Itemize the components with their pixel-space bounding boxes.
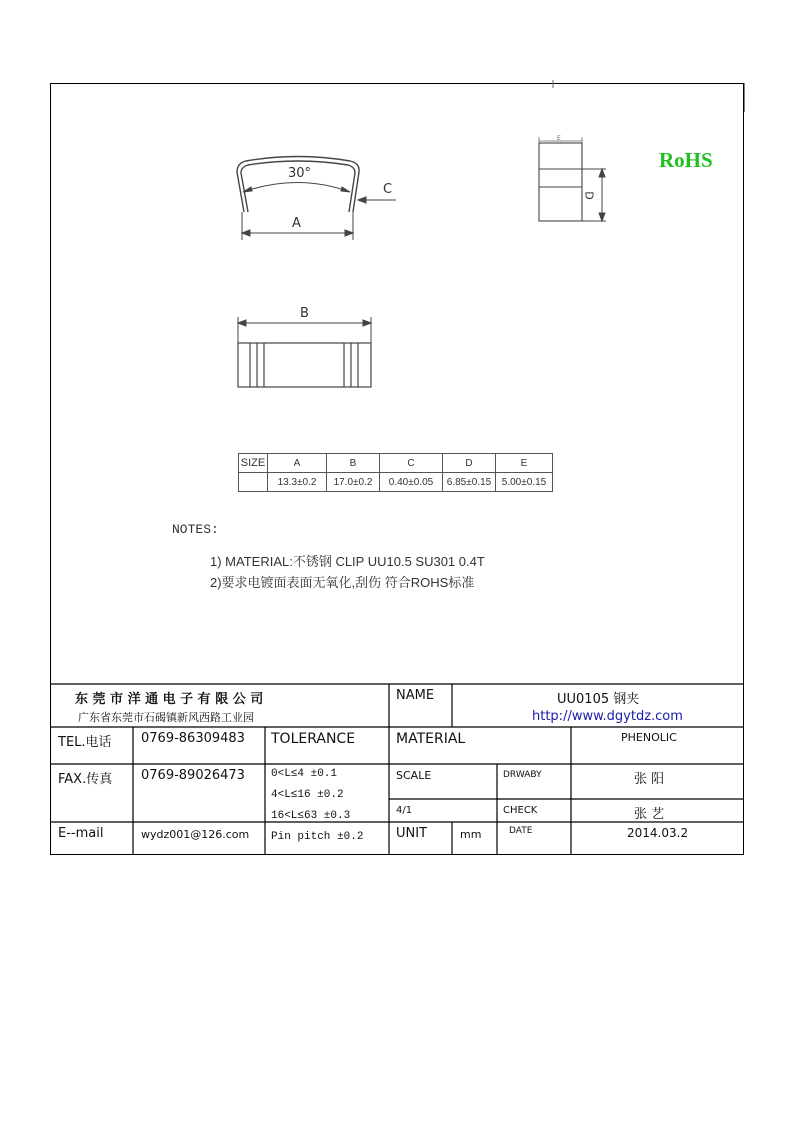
- size-blank: [239, 473, 268, 492]
- size-value-a: 13.3±0.2: [268, 473, 327, 492]
- tolerance-row-3: 16<L≤63 ±0.3: [271, 810, 351, 822]
- size-value-d: 6.85±0.15: [443, 473, 496, 492]
- tel-label: TEL.电话: [58, 735, 112, 750]
- scale-value: 4/1: [396, 805, 413, 816]
- size-value-b: 17.0±0.2: [327, 473, 380, 492]
- company-address: 广东省东莞市石碣镇新风西路工业园: [78, 711, 254, 724]
- tolerance-label: TOLERANCE: [271, 731, 356, 747]
- drawby-label: DRWABY: [503, 770, 542, 780]
- check-value: 张 艺: [634, 807, 665, 822]
- check-label: CHECK: [503, 805, 538, 816]
- dim-c-label: C: [383, 182, 393, 197]
- tolerance-row-2: 4<L≤16 ±0.2: [271, 789, 344, 801]
- size-value-e: 5.00±0.15: [496, 473, 553, 492]
- tolerance-row-4: Pin pitch ±0.2: [271, 831, 364, 843]
- dim-a-label: A: [292, 216, 301, 231]
- note-line-1: 1) MATERIAL:不锈钢 CLIP UU10.5 SU301 0.4T: [210, 554, 485, 569]
- name-value: UU0105 钢夹: [557, 692, 640, 707]
- company-url-link[interactable]: http://www.dgytdz.com: [532, 709, 683, 724]
- unit-label: UNIT: [396, 826, 428, 841]
- unit-value: mm: [460, 828, 482, 841]
- rohs-badge: RoHS: [659, 148, 713, 172]
- date-value: 2014.03.2: [627, 826, 689, 840]
- clip-front-view: [237, 157, 359, 213]
- tel-value: 0769-86309483: [141, 731, 245, 746]
- email-label: E--mail: [58, 826, 104, 841]
- size-label: SIZE: [239, 454, 268, 473]
- table-row: [239, 473, 553, 492]
- date-label: DATE: [509, 826, 533, 836]
- size-header-c: C: [380, 454, 443, 473]
- drawby-value: 张 阳: [634, 772, 665, 787]
- size-header-a: A: [268, 454, 327, 473]
- size-header-b: B: [327, 454, 380, 473]
- table-row: [239, 454, 553, 473]
- material-label: MATERIAL: [396, 731, 466, 747]
- size-table: [238, 453, 553, 492]
- dim-b-label: B: [300, 306, 309, 321]
- angle-arc: [243, 183, 350, 193]
- dim-e-label: E: [557, 135, 561, 142]
- size-header-d: D: [443, 454, 496, 473]
- dim-c-line: [358, 197, 396, 203]
- material-value: PHENOLIC: [621, 731, 677, 744]
- angle-label: 30°: [288, 166, 312, 181]
- dim-d-label: D: [582, 191, 596, 200]
- scale-label: SCALE: [396, 769, 432, 782]
- company-name: 东 莞 市 洋 通 电 子 有 限 公 司: [75, 692, 264, 707]
- clip-top-view: [238, 343, 371, 387]
- fax-value: 0769-89026473: [141, 768, 245, 783]
- fax-label: FAX.传真: [58, 772, 113, 787]
- email-value: wydz001@126.com: [141, 828, 250, 841]
- notes-title: NOTES:: [172, 522, 219, 537]
- tolerance-row-1: 0<L≤4 ±0.1: [271, 768, 338, 780]
- size-value-c: 0.40±0.05: [380, 473, 443, 492]
- size-header-e: E: [496, 454, 553, 473]
- note-line-2: 2)要求电镀面表面无氧化,刮伤 符合ROHS标准: [210, 575, 475, 590]
- name-label: NAME: [396, 688, 435, 703]
- clip-end-view: [539, 143, 582, 221]
